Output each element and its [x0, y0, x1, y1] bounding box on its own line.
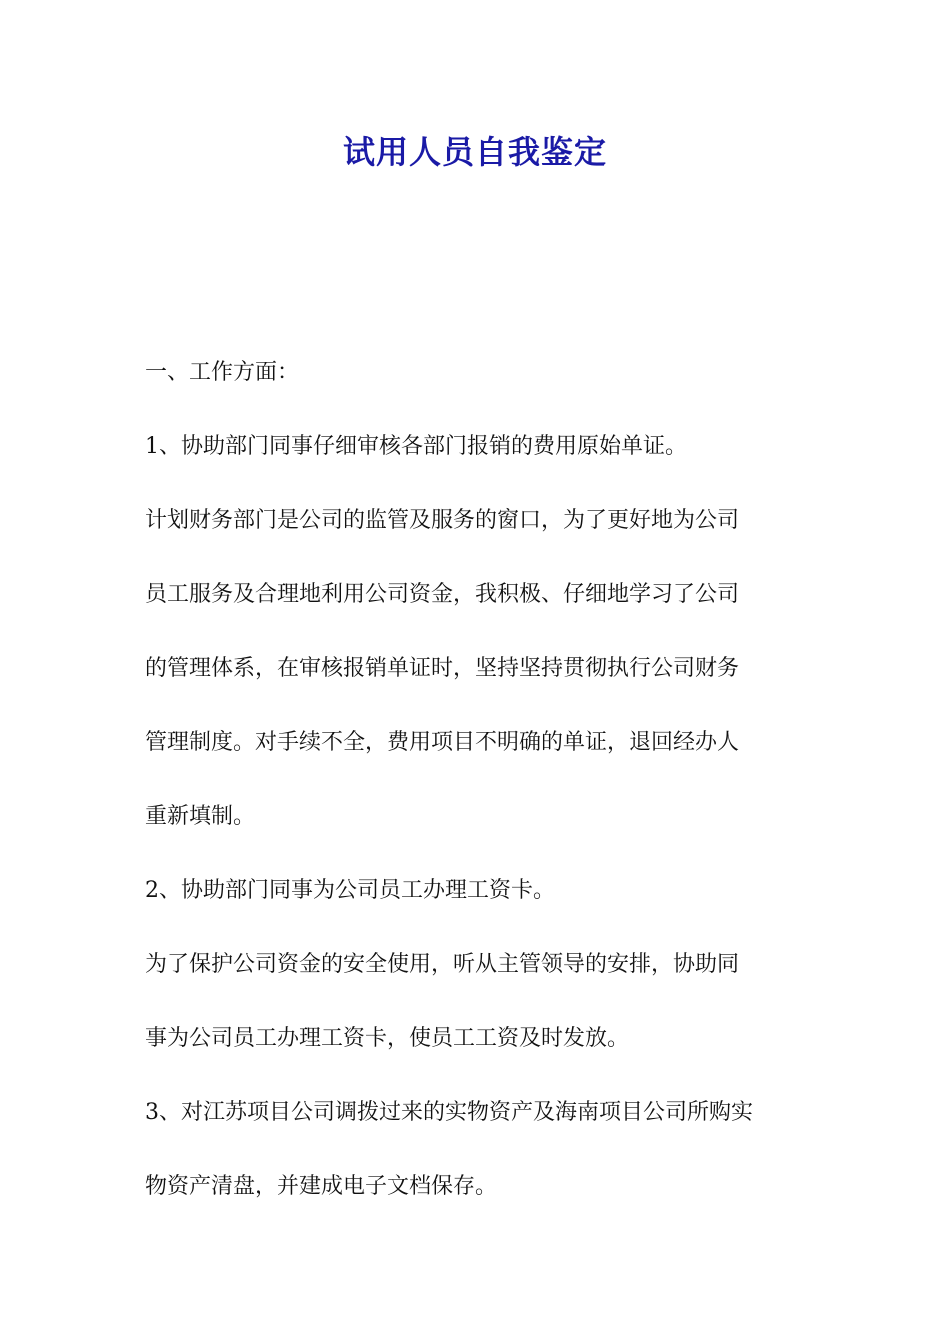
item-2-heading: 2、协助部门同事为公司员工办理工资卡。	[145, 878, 555, 903]
item-3-heading: 3、对江苏项目公司调拨过来的实物资产及海南项目公司所购实	[145, 1100, 753, 1125]
paragraph-line: 事为公司员工办理工资卡，使员工工资及时发放。	[145, 1026, 630, 1051]
paragraph-line: 管理制度。对手续不全，费用项目不明确的单证，退回经办人	[145, 730, 740, 755]
section-heading-work: 一、工作方面：	[145, 360, 300, 385]
document-body	[145, 336, 810, 1224]
paragraph-line: 计划财务部门是公司的监管及服务的窗口，为了更好地为公司	[145, 508, 740, 533]
paragraph-line: 员工服务及合理地利用公司资金，我积极、仔细地学习了公司	[145, 582, 740, 607]
paragraph-line: 物资产清盘，并建成电子文档保存。	[145, 1174, 498, 1199]
paragraph-line: 的管理体系，在审核报销单证时，坚持坚持贯彻执行公司财务	[145, 656, 740, 681]
document-title: 试用人员自我鉴定	[342, 133, 607, 171]
item-1-heading: 1、协助部门同事仔细审核各部门报销的费用原始单证。	[145, 434, 687, 459]
paragraph-line: 为了保护公司资金的安全使用，听从主管领导的安排，协助同	[145, 952, 740, 977]
paragraph-line: 重新填制。	[145, 804, 256, 829]
